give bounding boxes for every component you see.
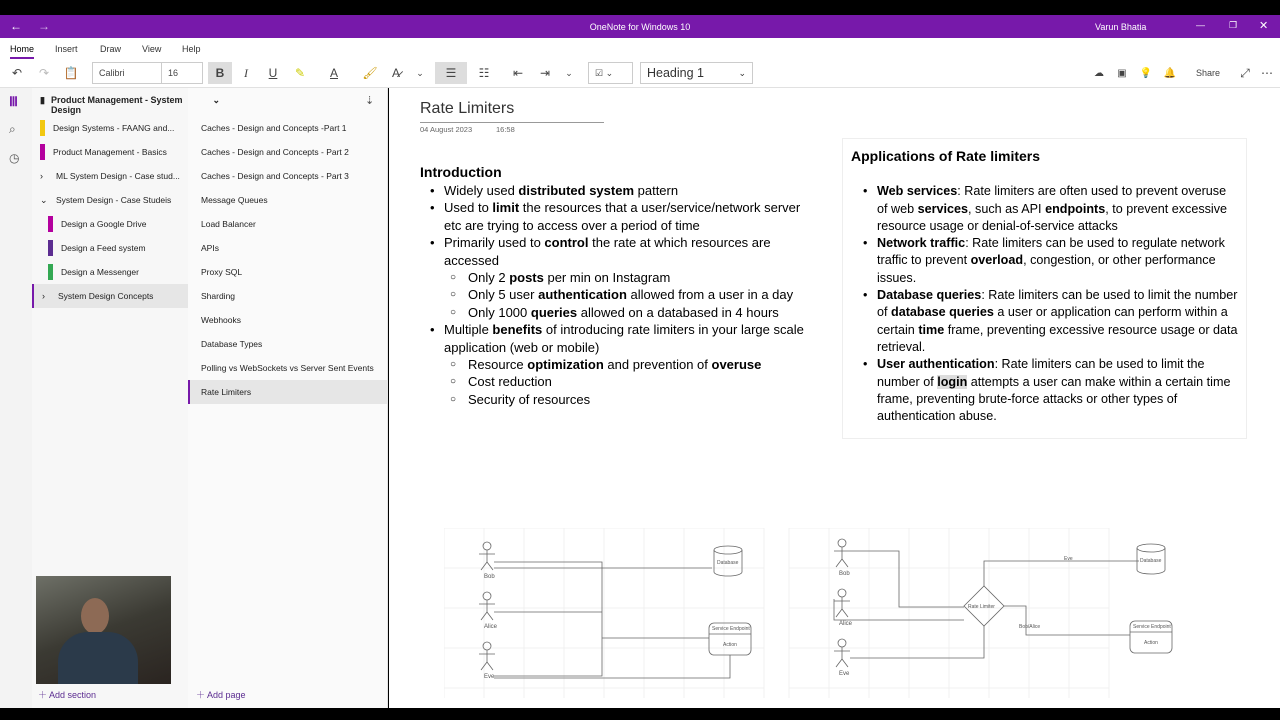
- page-time: 16:58: [496, 125, 515, 134]
- action-label: Action: [723, 642, 737, 648]
- actor-icon: [834, 597, 850, 617]
- actor-icon: [838, 539, 846, 547]
- chevron-down-icon: ⌄: [738, 67, 746, 78]
- clipboard-icon[interactable]: 📋: [63, 66, 79, 80]
- section-color-tab: [40, 144, 45, 160]
- bullet-item: ○ Resource optimization and prevention of overuse: [420, 356, 820, 373]
- actor-label: Alice: [484, 624, 498, 630]
- close-button[interactable]: ✕: [1259, 20, 1269, 32]
- chevron-down-icon[interactable]: ⌄: [565, 67, 573, 78]
- font-name-input[interactable]: Calibri: [92, 62, 162, 84]
- italic-button[interactable]: I: [244, 65, 248, 80]
- section-color-tab: [40, 120, 45, 136]
- forward-icon[interactable]: →: [38, 19, 50, 33]
- notebook-name: Product Management - System Design: [50, 95, 183, 115]
- style-dropdown[interactable]: [640, 62, 753, 84]
- applications-list: [843, 183, 1246, 425]
- add-section-label: Add section: [49, 690, 97, 700]
- numbering-icon[interactable]: ☷: [478, 66, 490, 80]
- rate-limiter-label: Rate Limiter: [968, 604, 995, 610]
- section-item[interactable]: [32, 212, 188, 236]
- section-label: Product Management - Basics: [53, 147, 167, 157]
- actor-icon: [838, 639, 846, 647]
- page-item[interactable]: Webhooks: [201, 315, 242, 325]
- sync-icon[interactable]: ☁: [1094, 67, 1104, 79]
- bullet-item: ○ Only 1000 queries allowed on a databased in 4 hours: [420, 304, 820, 321]
- minimize-button[interactable]: —: [1196, 20, 1205, 30]
- actor-label: Bob: [839, 571, 850, 577]
- underline-button[interactable]: U: [268, 66, 278, 80]
- notes-icon[interactable]: ▣: [1117, 67, 1127, 79]
- applications-heading: Applications of Rate limiters: [851, 148, 1041, 164]
- clear-format-icon[interactable]: A̷: [391, 66, 400, 80]
- page-item[interactable]: Database Types: [201, 339, 263, 349]
- database-shape: [714, 546, 742, 554]
- more-icon[interactable]: ⋯: [1261, 66, 1273, 80]
- active-tab-underline: [10, 57, 34, 59]
- page-item[interactable]: Caches - Design and Concepts - Part 2: [201, 147, 349, 157]
- actor-label: Bob: [484, 574, 495, 580]
- chevron-right-icon: ›: [42, 291, 45, 301]
- page-item[interactable]: Sharding: [201, 291, 236, 301]
- actor-label: Eve: [839, 671, 850, 677]
- section-label: Design a Messenger: [61, 267, 139, 277]
- highlight-icon[interactable]: ✎: [294, 66, 306, 80]
- sort-icon[interactable]: ⇣: [365, 95, 375, 107]
- app-title: OneNote for Windows 10: [589, 22, 691, 32]
- tab-view[interactable]: View: [142, 44, 162, 54]
- bullet-item: ○ Only 5 user authentication allowed from a user in a day: [420, 286, 820, 303]
- section-item[interactable]: [32, 164, 188, 188]
- section-label: System Design Concepts: [58, 291, 154, 301]
- chevron-right-icon: ›: [40, 171, 43, 181]
- applications-container[interactable]: [842, 138, 1247, 439]
- section-label: ML System Design - Case stud...: [56, 171, 180, 181]
- application-item: • Database queries: Rate limiters can be used to limit the number of database queries a user or application can perform within a certain time frame, preventing excessive resource usage or data retrieval.: [843, 287, 1246, 356]
- redo-icon[interactable]: ↷: [38, 66, 50, 80]
- section-label: Design a Google Drive: [61, 219, 147, 229]
- lightbulb-icon[interactable]: 💡: [1139, 67, 1153, 79]
- notebooks-icon[interactable]: Ⅲ: [9, 94, 18, 109]
- actor-icon: [479, 650, 495, 670]
- edge-label: Eve: [1064, 556, 1073, 562]
- page-canvas[interactable]: [389, 88, 1280, 708]
- indent-icon[interactable]: ⇥: [539, 66, 551, 80]
- ribbon: [0, 38, 1280, 88]
- section-item[interactable]: [32, 236, 188, 260]
- bullet-item: • Used to limit the resources that a user/service/network server etc are trying to access over a period of time: [420, 199, 820, 234]
- section-item[interactable]: [32, 116, 188, 140]
- bullet-item: ○ Security of resources: [420, 391, 820, 408]
- page-item[interactable]: Message Queues: [201, 195, 268, 205]
- tab-help[interactable]: Help: [182, 44, 201, 54]
- recent-icon[interactable]: ◷: [9, 151, 20, 165]
- tab-insert[interactable]: Insert: [55, 44, 78, 54]
- database-shape: [1137, 544, 1165, 552]
- user-name[interactable]: Varun Bhatia: [1095, 22, 1147, 32]
- action-label: Action: [1144, 640, 1158, 646]
- fullscreen-icon[interactable]: ⤢: [1240, 65, 1250, 80]
- section-item[interactable]: [32, 140, 188, 164]
- left-rail: [0, 88, 32, 708]
- bullets-icon[interactable]: ☰: [435, 62, 467, 84]
- add-page-button[interactable]: ＋ Add page: [196, 690, 246, 700]
- section-item[interactable]: [32, 188, 188, 212]
- section-label: Design Systems - FAANG and...: [53, 123, 175, 133]
- service-label: Service Endpoint: [1133, 624, 1171, 630]
- database-label: Database: [717, 560, 739, 566]
- outdent-icon[interactable]: ⇤: [512, 66, 524, 80]
- connector-line: [494, 562, 730, 678]
- tab-draw[interactable]: Draw: [100, 44, 122, 54]
- intro-list[interactable]: [420, 182, 820, 408]
- add-section-button[interactable]: ＋ Add section: [38, 690, 97, 700]
- chevron-down-icon: ⌄: [40, 194, 48, 205]
- application-item: • Network traffic: Rate limiters can be used to regulate network traffic to prevent overload, congestion, or other performance issues.: [843, 235, 1246, 287]
- section-item[interactable]: [32, 260, 188, 284]
- page-item[interactable]: Caches - Design and Concepts -Part 1: [201, 123, 347, 133]
- page-title[interactable]: Rate Limiters: [420, 100, 604, 123]
- service-label: Service Endpoint: [712, 626, 750, 632]
- section-label: Design a Feed system: [61, 243, 146, 253]
- chevron-down-icon[interactable]: ⌄: [416, 67, 424, 78]
- style-value: Heading 1: [647, 66, 704, 80]
- pages-pane: [188, 88, 388, 708]
- intro-heading: Introduction: [420, 164, 502, 180]
- actor-icon: [834, 647, 850, 667]
- search-icon[interactable]: ⌕: [9, 122, 16, 136]
- notebook-icon: ▮: [40, 95, 45, 105]
- page-item[interactable]: Load Balancer: [201, 219, 256, 229]
- page-item[interactable]: APIs: [201, 243, 219, 253]
- bullet-item: ○ Cost reduction: [420, 373, 820, 390]
- actor-icon: [479, 600, 495, 620]
- page-item[interactable]: Rate Limiters: [188, 380, 388, 404]
- bullet-item: • Widely used distributed system pattern: [420, 182, 820, 199]
- section-color-tab: [48, 264, 53, 280]
- section-label: System Design - Case Studeis: [56, 195, 172, 205]
- bullet-item: ○ Only 2 posts per min on Instagram: [420, 269, 820, 286]
- page-date: 04 August 2023: [420, 125, 473, 134]
- diagrams: [444, 528, 1214, 703]
- checkbox-icon: ☑ ⌄: [595, 67, 614, 78]
- webcam-overlay: [36, 576, 171, 684]
- page-item[interactable]: Caches - Design and Concepts - Part 3: [201, 171, 349, 181]
- font-size-input[interactable]: 16: [161, 62, 203, 84]
- share-label: Share: [1195, 68, 1221, 78]
- undo-icon[interactable]: ↶: [11, 66, 23, 80]
- notebook-selector[interactable]: [40, 95, 220, 115]
- actor-icon: [479, 550, 495, 570]
- database-label: Database: [1140, 558, 1162, 564]
- chevron-down-icon: ⌄: [212, 95, 220, 105]
- bell-icon[interactable]: 🔔: [1163, 67, 1177, 79]
- person-head: [81, 598, 109, 634]
- add-page-label: Add page: [207, 690, 246, 700]
- section-color-tab: [48, 240, 53, 256]
- actor-icon: [834, 547, 850, 567]
- actor-label: Alice: [839, 621, 853, 627]
- section-item[interactable]: [32, 284, 188, 308]
- application-item: • User authentication: Rate limiters can be used to limit the number of login attempts a user can make within a certain time frame, preventing brute-force attacks or other types of authentication abuse.: [843, 356, 1246, 425]
- page-item[interactable]: Polling vs WebSockets vs Server Sent Events: [201, 363, 374, 373]
- section-color-tab: [48, 216, 53, 232]
- actor-label: Eve: [484, 674, 495, 680]
- tab-home[interactable]: Home: [10, 44, 35, 54]
- todo-tag-button[interactable]: [588, 62, 633, 84]
- bullet-item: • Multiple benefits of introducing rate limiters in your large scale application (web or mobile): [420, 321, 820, 356]
- person-body: [58, 632, 138, 684]
- title-bar: [0, 15, 1280, 38]
- page-item[interactable]: Proxy SQL: [201, 267, 243, 277]
- bold-button[interactable]: B: [208, 62, 232, 84]
- back-icon[interactable]: ←: [10, 19, 22, 33]
- format-painter-icon[interactable]: 🖌: [362, 66, 378, 80]
- actor-icon: [838, 589, 846, 597]
- bullet-item: • Primarily used to control the rate at which resources are accessed: [420, 234, 820, 269]
- edge-label: Bob/Alice: [1019, 624, 1041, 630]
- font-color-icon[interactable]: A: [329, 66, 338, 80]
- share-button[interactable]: [1188, 62, 1228, 84]
- maximize-button[interactable]: ❐: [1229, 20, 1238, 30]
- application-item: • Web services: Rate limiters are often used to prevent overuse of web services, such as API endpoints, to prevent excessive resource usage or denial-of-service attacks: [843, 183, 1246, 235]
